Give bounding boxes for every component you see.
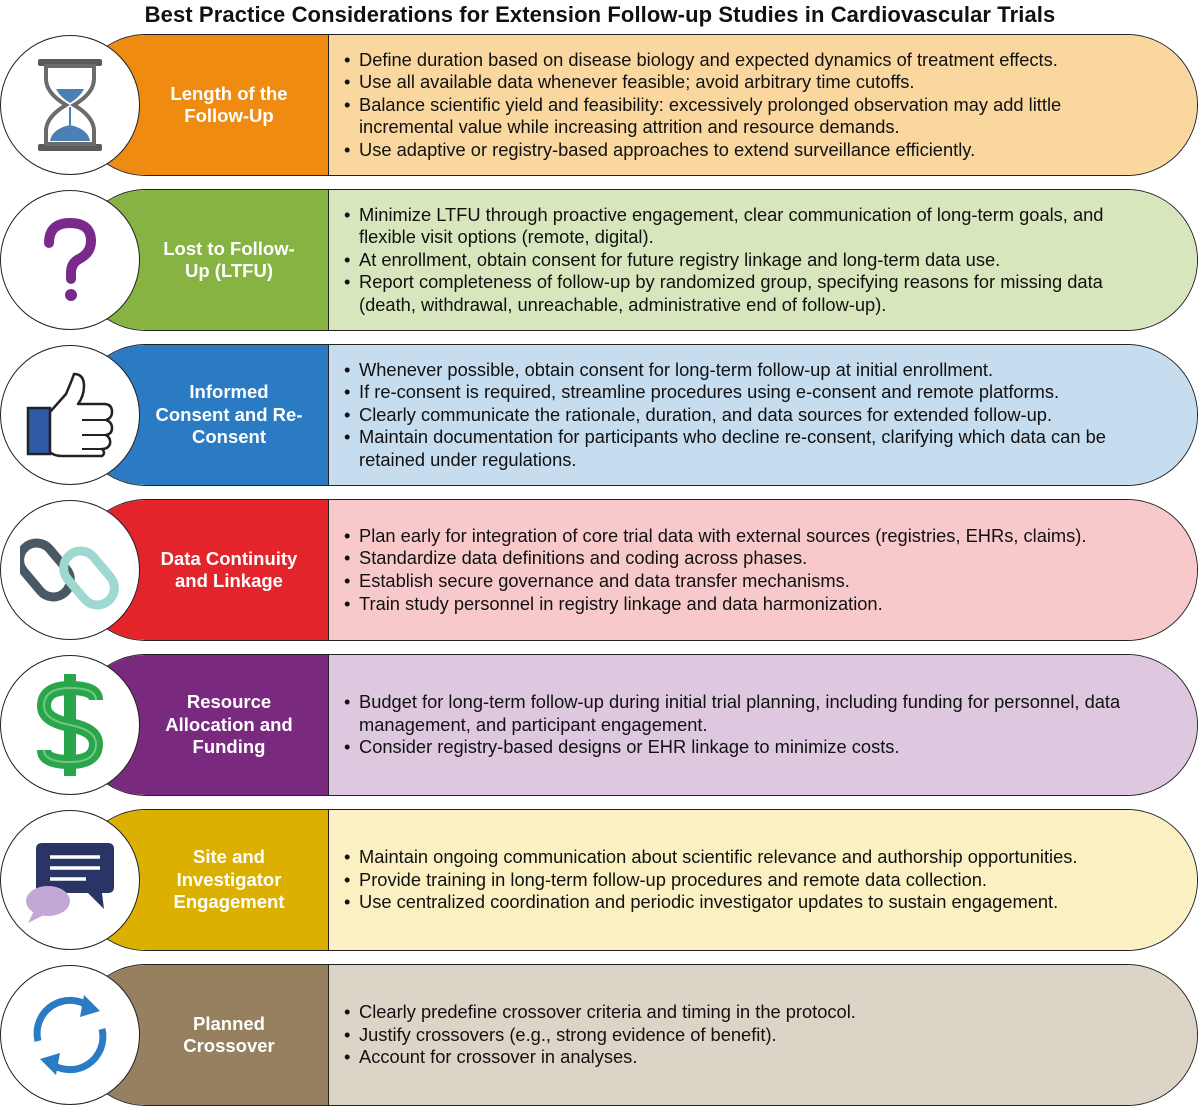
row-planned-crossover — [0, 964, 1200, 1106]
chat-bubbles-icon — [20, 835, 120, 925]
icon-circle — [0, 190, 140, 330]
question-mark-icon — [35, 215, 105, 305]
circular-arrows-icon — [20, 985, 120, 1085]
bullet-item: • Establish secure governance and data transfer mechanisms. — [344, 570, 1086, 593]
bullet-list — [344, 846, 1078, 914]
row-content — [329, 655, 1197, 795]
dollar-sign-icon — [30, 670, 110, 780]
row-pill — [75, 189, 1198, 331]
bullet-item: • If re-consent is required, streamline procedures using e-consent and remote platforms. — [344, 381, 1157, 404]
row-label-text: Lost to Follow-Up (LTFU) — [163, 237, 295, 281]
bullet-list — [344, 1001, 856, 1069]
bullet-item: • Minimize LTFU through proactive engagement, clear communication of long-term goals, and flexible visit options (remote, digital). — [344, 204, 1157, 249]
page-title: Best Practice Considerations for Extension Follow-up Studies in Cardiovascular Trials — [144, 2, 1056, 27]
row-label-text: Planned Crossover — [183, 1012, 275, 1056]
bullet-item: • At enrollment, obtain consent for future registry linkage and long-term data use. — [344, 249, 1157, 272]
row-content — [329, 35, 1197, 175]
row-pill — [75, 344, 1198, 486]
icon-circle — [0, 810, 140, 950]
chain-link-icon — [20, 520, 120, 620]
row-content — [329, 345, 1197, 485]
row-label-text: Length of the Follow-Up — [170, 82, 288, 126]
bullet-item: • Maintain documentation for participants who decline re-consent, clarifying which data can be retained under regulations. — [344, 426, 1157, 471]
bullet-item: • Justify crossovers (e.g., strong evidence of benefit). — [344, 1024, 856, 1047]
bullet-list — [344, 525, 1086, 615]
row-informed-consent — [0, 344, 1200, 486]
row-resource-allocation — [0, 654, 1200, 796]
icon-circle — [0, 345, 140, 485]
bullet-item: • Define duration based on disease biology and expected dynamics of treatment effects. — [344, 49, 1157, 72]
row-content — [329, 810, 1197, 950]
icon-circle — [0, 655, 140, 795]
bullet-item: • Account for crossover in analyses. — [344, 1046, 856, 1069]
row-pill — [75, 654, 1198, 796]
thumbs-up-icon — [22, 370, 118, 460]
bullet-list — [344, 359, 1157, 472]
bullet-item: • Train study personnel in registry linkage and data harmonization. — [344, 593, 1086, 616]
hourglass-icon — [30, 55, 110, 155]
bullet-item: • Clearly predefine crossover criteria and timing in the protocol. — [344, 1001, 856, 1024]
row-label-text: Resource Allocation and Funding — [165, 691, 293, 758]
bullet-item: • Clearly communicate the rationale, duration, and data sources for extended follow-up. — [344, 404, 1157, 427]
row-label-text: Data Continuity and Linkage — [160, 547, 298, 591]
row-length-of-follow-up — [0, 34, 1200, 176]
bullet-item: • Use adaptive or registry-based approaches to extend surveillance efficiently. — [344, 139, 1157, 162]
bullet-item: • Use centralized coordination and periodic investigator updates to sustain engagement. — [344, 891, 1078, 914]
bullet-item: • Provide training in long-term follow-up procedures and remote data collection. — [344, 869, 1078, 892]
bullet-list — [344, 691, 1157, 759]
bullet-list — [344, 204, 1157, 317]
bullet-item: • Report completeness of follow-up by randomized group, specifying reasons for missing data (death, withdrawal, unreachable, administrative end of follow-up). — [344, 271, 1157, 316]
bullet-item: • Budget for long-term follow-up during initial trial planning, including funding for personnel, data management, and participant engagement. — [344, 691, 1157, 736]
icon-circle — [0, 35, 140, 175]
icon-circle — [0, 965, 140, 1105]
bullet-item: • Plan early for integration of core trial data with external sources (registries, EHRs, claims). — [344, 525, 1086, 548]
bullet-list — [344, 49, 1157, 162]
icon-circle — [0, 500, 140, 640]
row-pill — [75, 34, 1198, 176]
bullet-item: • Consider registry-based designs or EHR linkage to minimize costs. — [344, 736, 1157, 759]
row-content — [329, 190, 1197, 330]
row-pill — [75, 964, 1198, 1106]
bullet-item: • Standardize data definitions and coding across phases. — [344, 547, 1086, 570]
bullet-item: • Balance scientific yield and feasibility: excessively prolonged observation may add little incremental value while increasing attrition and resource demands. — [344, 94, 1157, 139]
bullet-item: • Whenever possible, obtain consent for long-term follow-up at initial enrollment. — [344, 359, 1157, 382]
row-content — [329, 965, 1197, 1105]
bullet-item: • Maintain ongoing communication about scientific relevance and authorship opportunities. — [344, 846, 1078, 869]
row-label-text: Informed Consent and Re-Consent — [155, 381, 303, 448]
row-pill — [75, 809, 1198, 951]
bullet-item: • Use all available data whenever feasible; avoid arbitrary time cutoffs. — [344, 71, 1157, 94]
row-data-continuity — [0, 499, 1200, 641]
row-label-text: Site and Investigator Engagement — [173, 846, 285, 913]
row-pill — [75, 499, 1198, 641]
row-content — [329, 500, 1197, 640]
row-lost-to-follow-up — [0, 189, 1200, 331]
row-site-engagement — [0, 809, 1200, 951]
